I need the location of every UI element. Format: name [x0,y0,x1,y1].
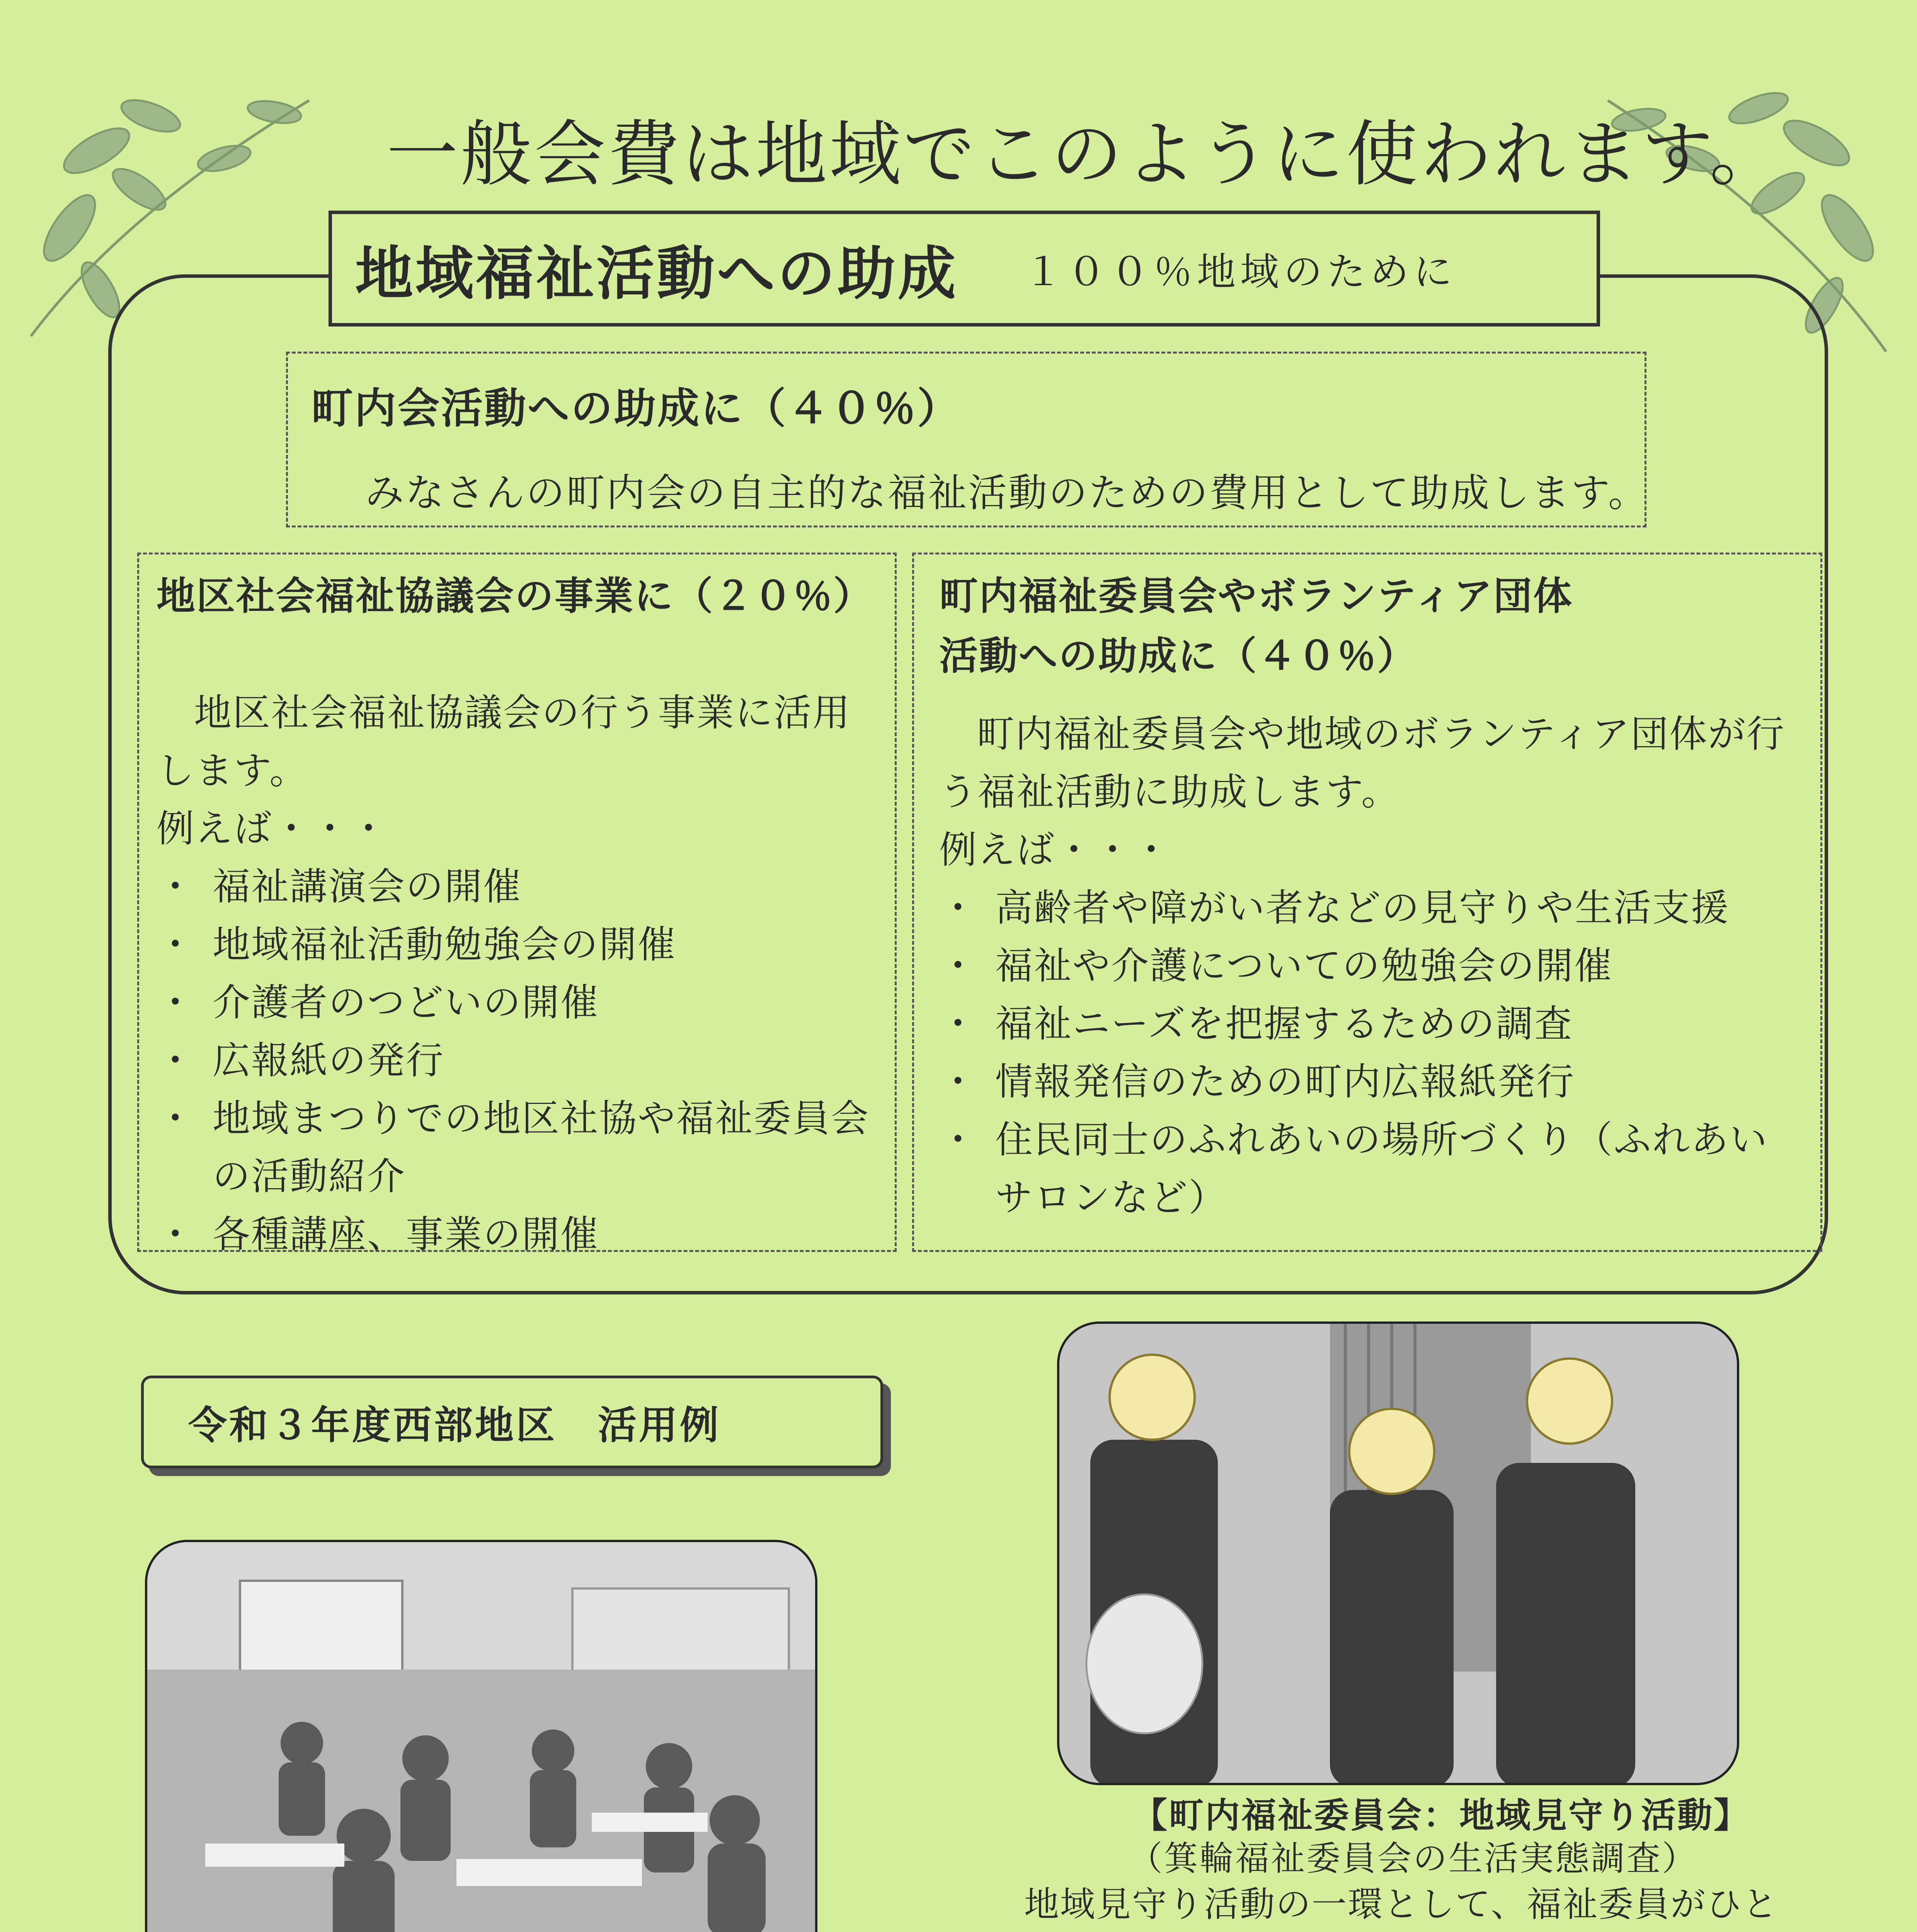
photo-right-top-caption-text: 地域見守り活動の一環として、福祉委員がひと [1024,1884,1779,1925]
list-item: ・ 各種講座、事業の開催 [157,1206,879,1264]
volunteer-intro: 町内福祉委員会や地域のボランティア団体が行う福祉活動に助成します。 [939,712,1786,814]
section-title: 地域福祉活動への助成 [355,240,958,308]
photo-watching-activity [1057,1321,1739,1785]
photo-study-meeting-illustration [147,1542,817,1932]
list-item: ・ 情報発信のための町内広報紙発行 [939,1053,1805,1111]
district-council-box [137,553,897,1256]
volunteer-box [912,553,1822,1252]
list-item: ・ 地域福祉活動勉強会の開催 [157,916,879,974]
list-item: ・ 住民同士のふれあいの場所づくり（ふれあいサロンなど） [939,1111,1805,1227]
photo-right-top-caption-heading: 【町内福祉委員会：地域見守り活動】 [1132,1795,1750,1836]
section-title-box [329,211,1600,327]
list-item: ・ 広報紙の発行 [157,1032,879,1090]
district-council-intro: 地区社会福祉協議会の行う事業に活用します。 [157,691,851,793]
examples-label: 令和３年度西部地区 活用例 [141,1376,883,1468]
district-example-label: 例えば・・・ [157,807,388,850]
photo-study-meeting [145,1540,817,1932]
district-council-heading: 地区社会福祉協議会の事業に（２０％） [157,573,873,619]
volunteer-heading-line1: 町内福祉委員会やボランティア団体 [939,573,1573,619]
volunteer-example-label: 例えば・・・ [939,828,1171,872]
town-association-box [286,352,1646,527]
photo-watching-activity-illustration [1059,1324,1739,1785]
photo-right-top-caption-sub: （箕輪福祉委員会の生活実態調査） [1129,1838,1698,1878]
section-subtitle: １００％地域のために [1024,249,1457,294]
list-item: ・ 福祉や介護についての勉強会の開催 [939,937,1805,995]
volunteer-heading-line2: 活動への助成に（４０％） [939,633,1417,679]
page-title: 一般会費は地域でこのように使われます。 [386,112,1784,196]
list-item: ・ 高齢者や障がい者などの見守りや生活支援 [939,879,1805,937]
list-item: ・ 地域まつりでの地区社協や福祉委員会の活動紹介 [157,1090,879,1206]
list-item: ・ 福祉講演会の開催 [157,858,879,916]
town-association-text: みなさんの町内会の自主的な福祉活動のための費用として助成します。 [365,470,1648,515]
town-association-heading: 町内会活動への助成に（４０％） [311,384,961,433]
list-item: ・ 福祉ニーズを把握するための調査 [939,995,1805,1053]
list-item: ・ 介護者のつどいの開催 [157,974,879,1032]
